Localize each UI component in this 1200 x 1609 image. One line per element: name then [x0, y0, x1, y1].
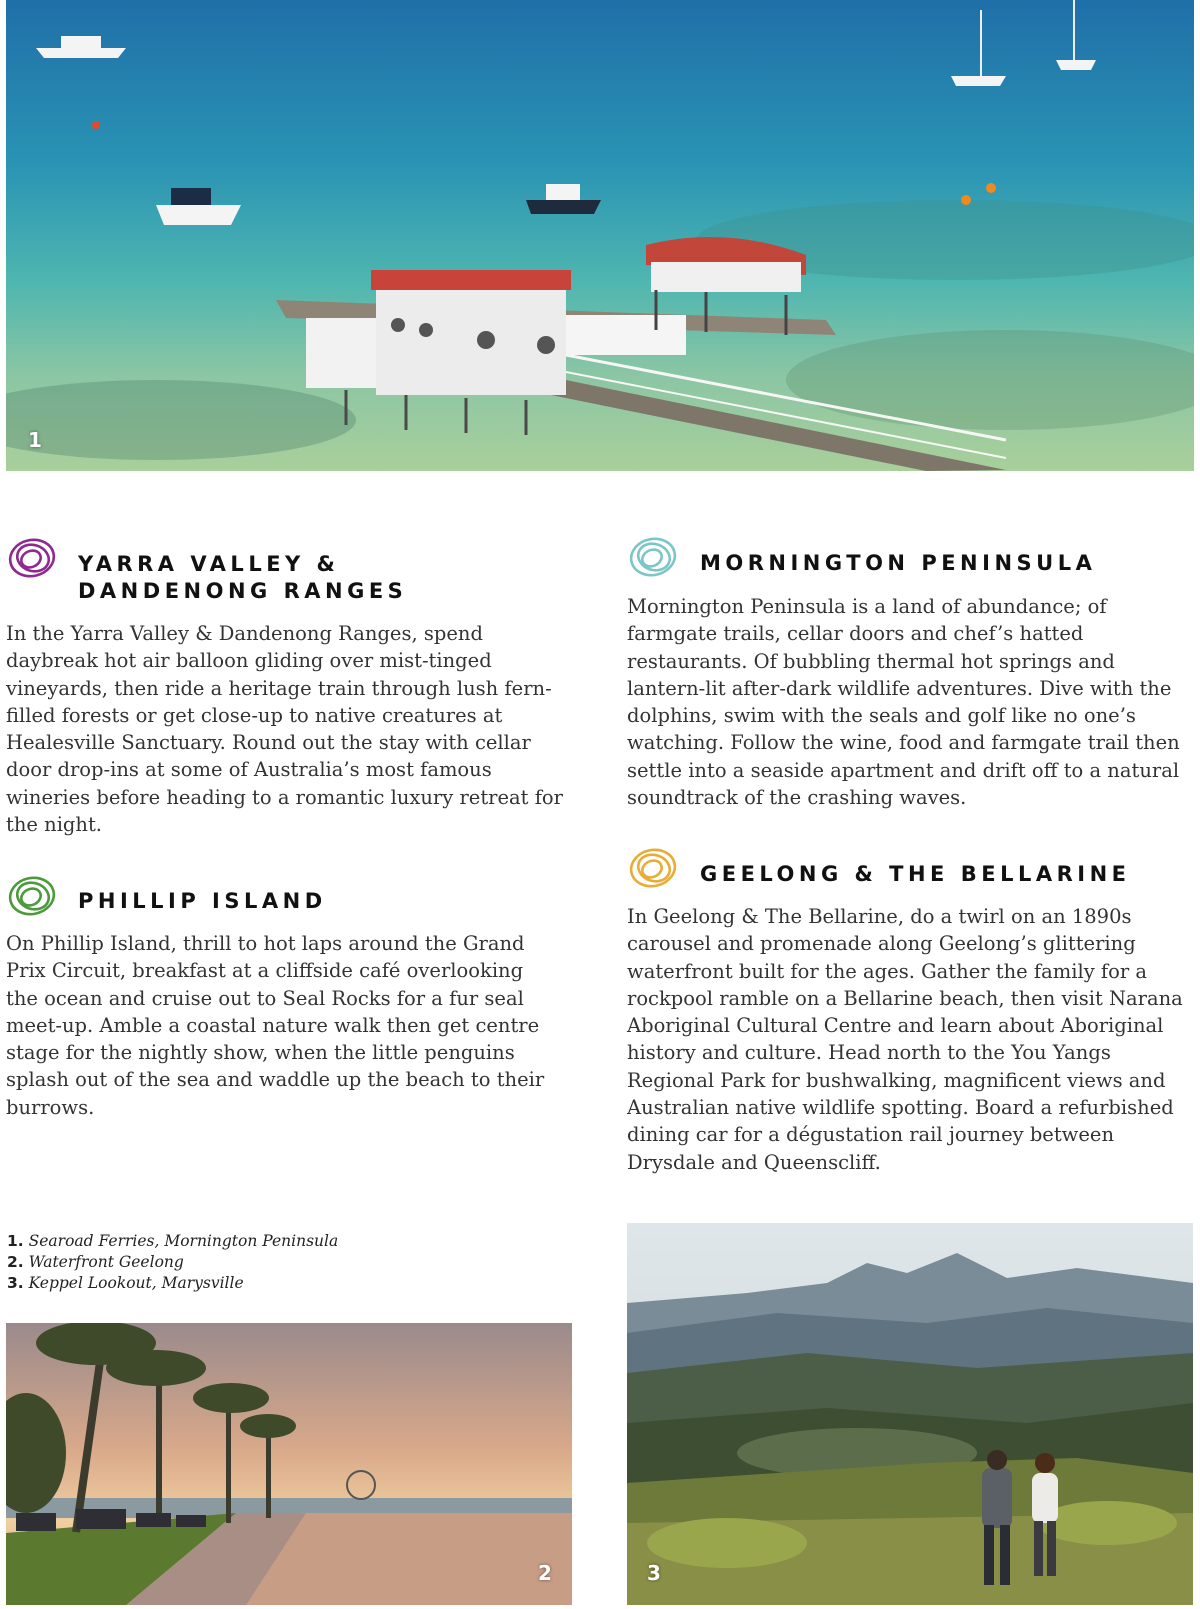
photo-number: 1 — [28, 428, 42, 452]
geelong-body: In Geelong & The Bellarine, do a twirl on an 1890s carousel and promenade along Geelong’s glittering waterfront built for the ages. Gather the family for a rockpool ramble on a Bellarine beach, then visit Narana Aboriginal Cultural Centre and learn about Aboriginal history and culture. Head north to the You Yangs Regional Park for bushwalking, magnificent views and Australian native wildlife spotting. Board a refurbished dining car for a dégustation rail journey between Drysdale and Queenscliff. — [627, 905, 1183, 1174]
caption-number: 1. — [7, 1232, 24, 1250]
photo-waterfront-geelong — [6, 1323, 572, 1605]
photo-1-illustration — [6, 0, 1194, 471]
photo-keppel-lookout — [627, 1223, 1193, 1605]
caption-number: 2. — [7, 1253, 24, 1271]
yarra-swirl-icon — [6, 536, 58, 580]
geelong-swirl-icon — [627, 846, 679, 890]
yarra-heading-line2: DANDENONG RANGES — [78, 579, 408, 603]
caption-text: Waterfront Geelong — [28, 1253, 184, 1271]
photo-3-illustration — [627, 1223, 1193, 1605]
caption-item — [7, 1231, 338, 1252]
mornington-heading: MORNINGTON PENINSULA — [700, 551, 1097, 575]
phillip-body: On Phillip Island, thrill to hot laps around the Grand Prix Circuit, breakfast at a cliffside café overlooking the ocean and cruise out to Seal Rocks for a fur seal meet-up. Amble a coastal nature walk then get centre stage for the nightly show, when the little penguins splash out of the sea and waddle up the beach to their burrows. — [6, 932, 545, 1119]
photo-captions — [7, 1231, 338, 1294]
phillip-heading: PHILLIP ISLAND — [78, 889, 327, 913]
caption-item — [7, 1252, 338, 1273]
caption-item — [7, 1273, 338, 1294]
yarra-heading — [78, 551, 407, 605]
geelong-heading: GEELONG & THE BELLARINE — [700, 862, 1131, 886]
mornington-swirl-icon — [627, 535, 679, 579]
yarra-body: In the Yarra Valley & Dandenong Ranges, spend daybreak hot air balloon gliding over mist-tinged vineyards, then ride a heritage train through lush fern-filled forests or get close-up to native creatures at Healesville Sanctuary. Round out the stay with cellar door drop-ins at some of Australia’s most famous wineries before heading to a romantic luxury retreat for the night. — [6, 622, 563, 837]
photo-number: 3 — [647, 1561, 661, 1585]
yarra-heading-line1: YARRA VALLEY & — [78, 552, 340, 576]
caption-number: 3. — [7, 1274, 24, 1292]
caption-text: Keppel Lookout, Marysville — [28, 1274, 244, 1292]
photo-2-illustration — [6, 1323, 572, 1605]
mornington-body: Mornington Peninsula is a land of abundance; of farmgate trails, cellar doors and chef’s hatted restaurants. Of bubbling thermal hot springs and lantern-lit after-dark wildlife adventures. Dive with the dolphins, swim with the seals and golf like no one’s watching. Follow the wine, food and farmgate trail then settle into a seaside apartment and drift off to a natural soundtrack of the crashing waves. — [627, 595, 1180, 810]
photo-number: 2 — [538, 1561, 552, 1585]
photo-searoad-ferries — [6, 0, 1194, 471]
phillip-swirl-icon — [6, 874, 58, 918]
caption-text: Searoad Ferries, Mornington Peninsula — [28, 1232, 339, 1250]
